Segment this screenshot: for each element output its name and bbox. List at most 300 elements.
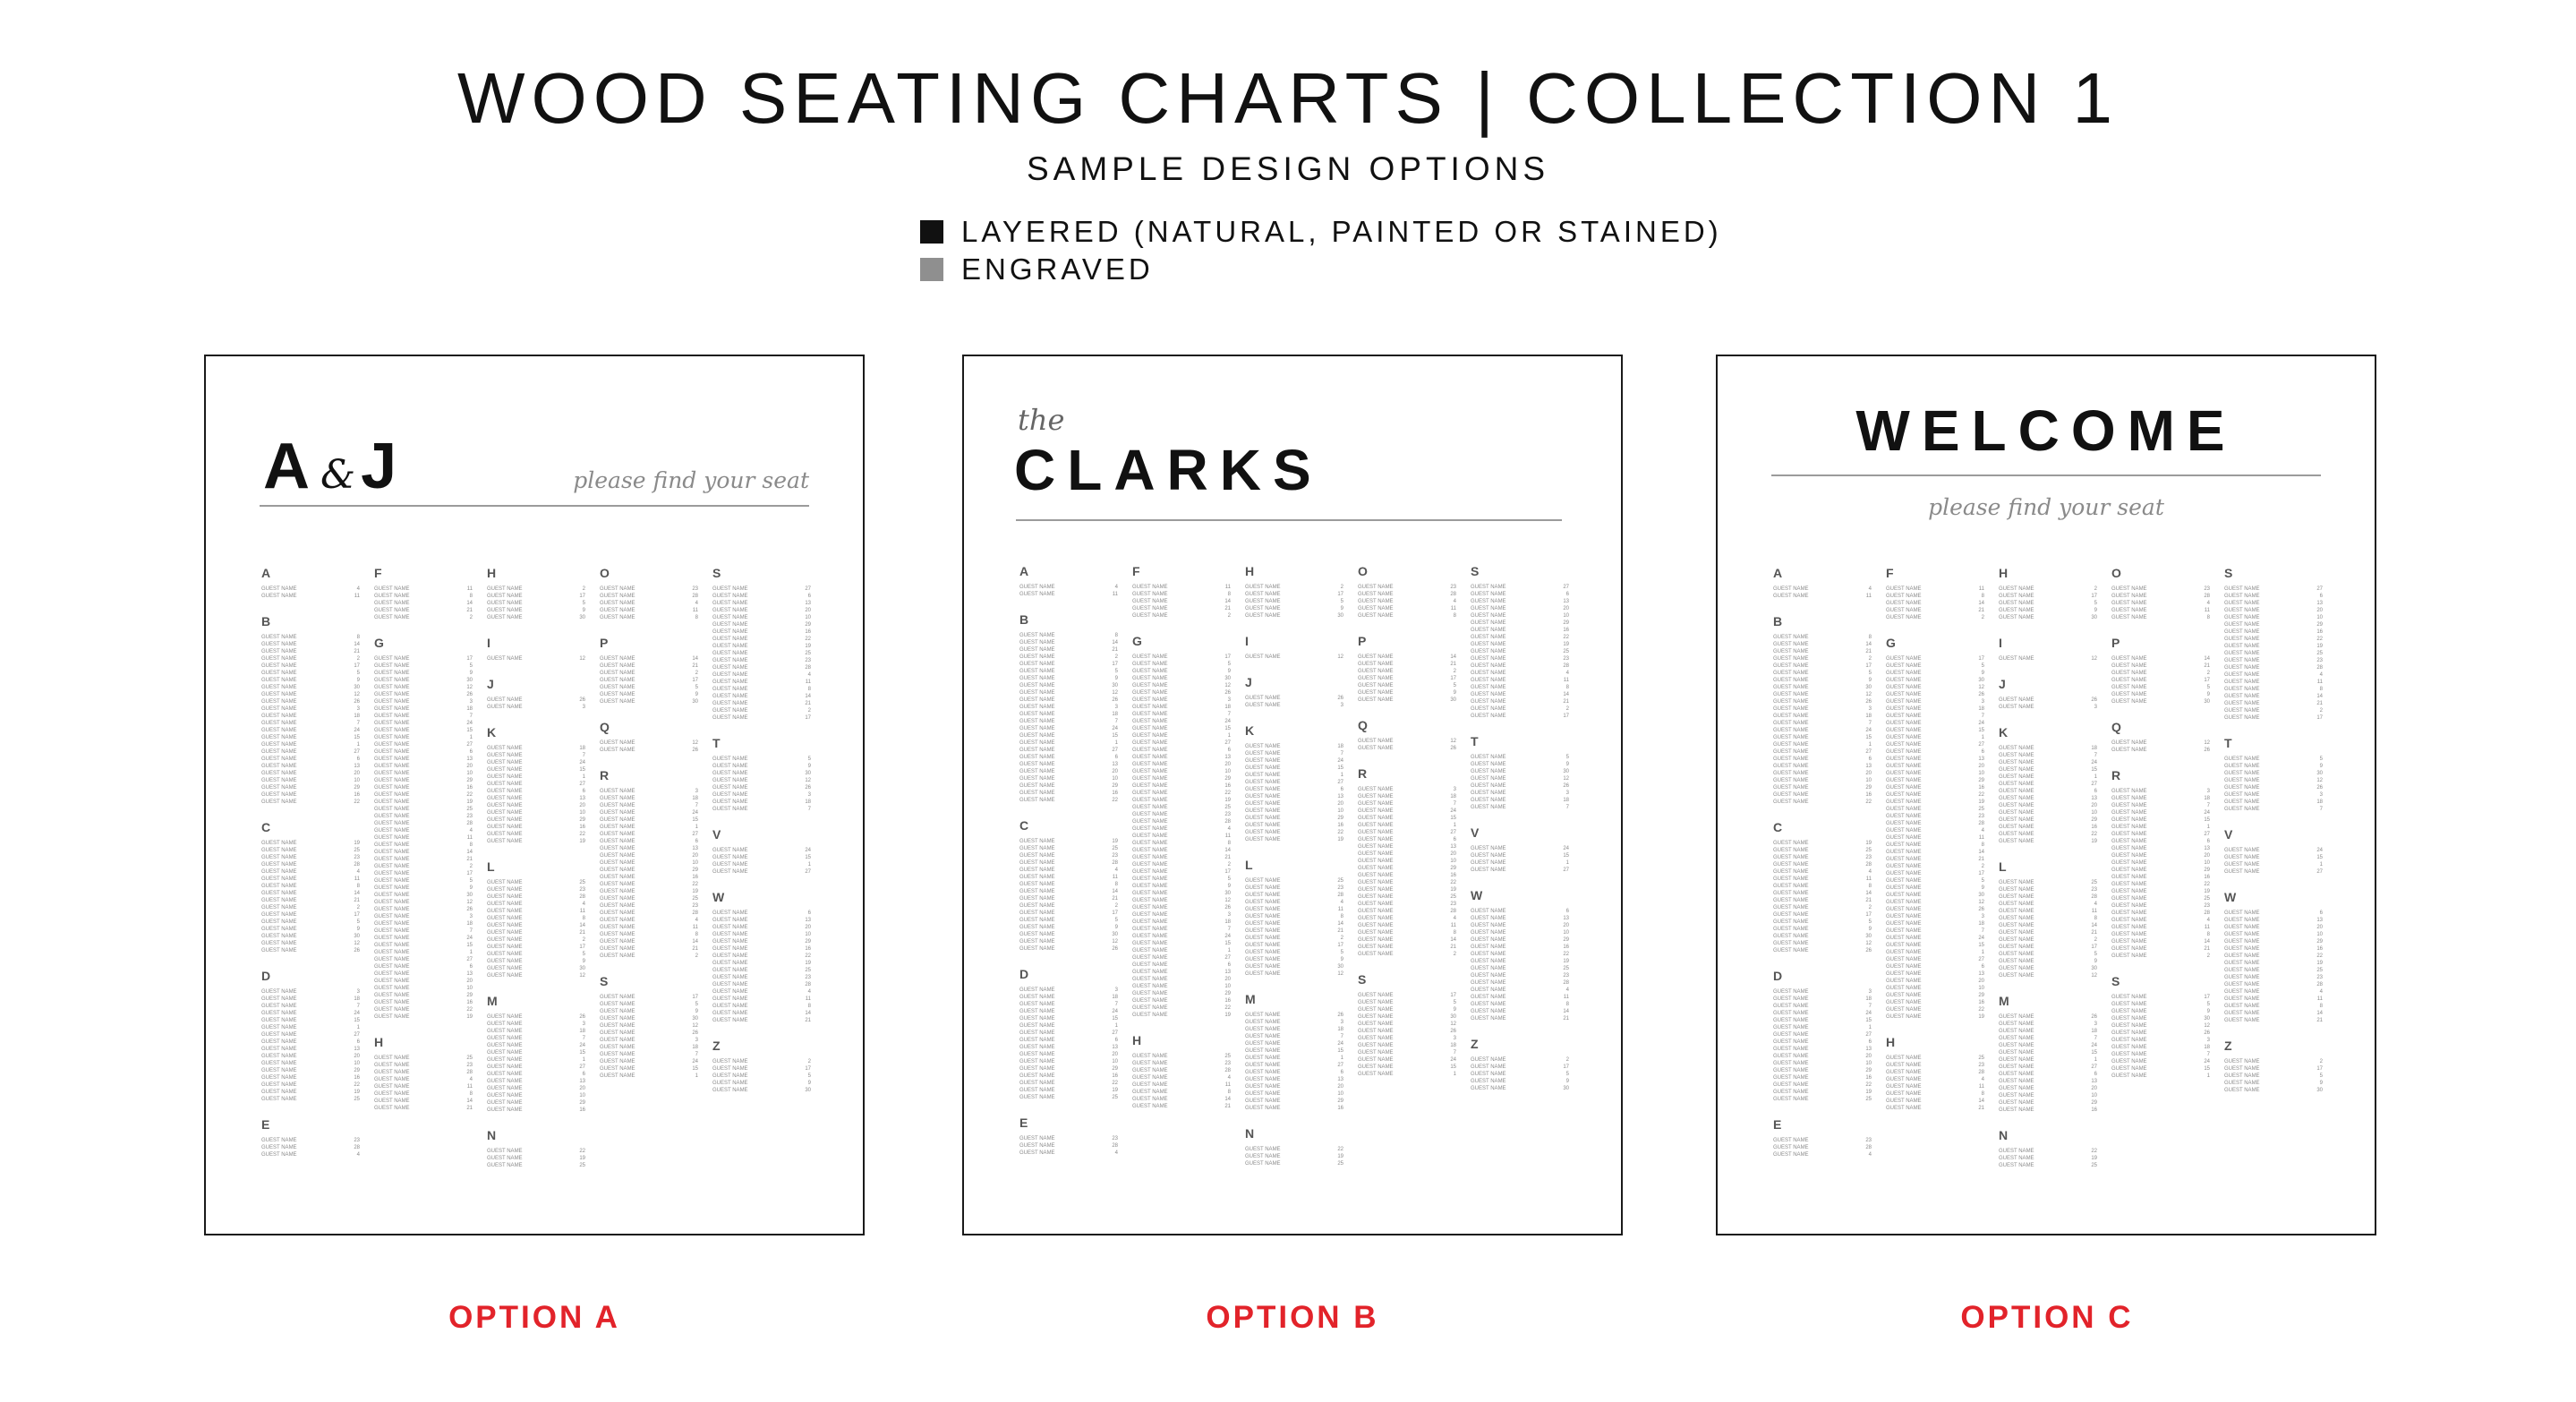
guest-entry — [1019, 711, 1118, 718]
table-number: 1 — [2094, 774, 2097, 780]
guest-name: GUEST NAME — [1999, 832, 2034, 837]
guest-entry — [1471, 852, 1569, 859]
table-number: 19 — [2204, 889, 2210, 894]
table-number: 2 — [1981, 615, 1984, 620]
table-number: 24 — [1450, 1057, 1456, 1063]
guest-entry — [1999, 745, 2097, 752]
guest-entry — [487, 1162, 585, 1169]
guest-entry — [261, 684, 360, 691]
guest-entry — [1358, 929, 1456, 936]
guest-entry — [374, 820, 473, 827]
table-number: 4 — [1340, 900, 1343, 905]
guest-name: GUEST NAME — [1358, 851, 1394, 857]
table-number: 12 — [354, 692, 360, 697]
table-number: 25 — [805, 651, 811, 656]
table-number: 22 — [1112, 1081, 1118, 1086]
guest-entry — [2224, 621, 2323, 628]
guest-name: GUEST NAME — [1773, 706, 1809, 712]
guest-entry — [487, 1092, 585, 1099]
guest-entry — [1245, 605, 1343, 612]
table-number: 16 — [2091, 825, 2097, 830]
table-number: 4 — [807, 989, 811, 995]
guest-name: GUEST NAME — [600, 601, 635, 606]
guest-name: GUEST NAME — [261, 876, 297, 882]
guest-name: GUEST NAME — [1132, 755, 1168, 760]
group-letter: Z — [2224, 1039, 2232, 1053]
table-number: 5 — [1114, 918, 1118, 923]
table-number: 16 — [1563, 945, 1569, 950]
table-number: 11 — [805, 996, 811, 1002]
guest-entry — [1019, 761, 1118, 768]
guest-name: GUEST NAME — [487, 839, 523, 844]
guest-name: GUEST NAME — [261, 934, 297, 939]
guest-name: GUEST NAME — [1471, 613, 1506, 619]
guest-entry — [2111, 677, 2210, 684]
table-number: 12 — [1450, 1022, 1456, 1027]
table-number: 7 — [1227, 927, 1231, 932]
guest-name: GUEST NAME — [600, 1038, 635, 1043]
guest-entry — [1886, 720, 1984, 727]
guest-name: GUEST NAME — [1358, 1050, 1394, 1056]
table-number: 21 — [1224, 1104, 1231, 1109]
guest-name: GUEST NAME — [1471, 585, 1506, 590]
table-number: 26 — [1450, 1029, 1456, 1034]
guest-entry — [261, 919, 360, 926]
table-number: 12 — [466, 900, 473, 905]
guest-entry — [1132, 947, 1231, 954]
guest-entry — [1132, 833, 1231, 840]
guest-name: GUEST NAME — [1999, 945, 2034, 950]
guest-entry — [600, 677, 698, 684]
guest-entry — [487, 944, 585, 951]
board-divider — [1016, 519, 1562, 521]
guest-name: GUEST NAME — [374, 943, 410, 948]
guest-name: GUEST NAME — [2224, 694, 2260, 699]
guest-name: GUEST NAME — [1245, 1161, 1281, 1167]
guest-entry — [712, 924, 811, 931]
table-number: 15 — [1978, 728, 1984, 733]
guest-entry — [374, 992, 473, 999]
table-number: 17 — [692, 678, 698, 683]
guest-entry — [1358, 836, 1456, 843]
guest-name: GUEST NAME — [1886, 663, 1922, 669]
table-number: 15 — [1112, 1016, 1118, 1022]
table-number: 19 — [805, 961, 811, 966]
guest-entry — [261, 911, 360, 919]
guest-name: GUEST NAME — [2224, 982, 2260, 987]
guest-name: GUEST NAME — [1358, 585, 1394, 590]
guest-entry — [1886, 920, 1984, 928]
guest-name: GUEST NAME — [600, 1066, 635, 1072]
group-letter: Q — [600, 720, 610, 734]
guest-entry — [2224, 756, 2323, 763]
guest-entry — [2111, 593, 2210, 600]
letter-group — [2111, 766, 2210, 960]
table-number: 29 — [1450, 866, 1456, 871]
guest-entry — [1471, 944, 1569, 951]
group-letter: A — [261, 566, 271, 580]
group-letter: K — [1999, 725, 2009, 739]
guest-name: GUEST NAME — [600, 946, 635, 952]
guest-entry — [1999, 1162, 2097, 1169]
guest-entry — [2224, 614, 2323, 621]
guest-name: GUEST NAME — [261, 989, 297, 995]
guest-entry — [1019, 881, 1118, 888]
table-number: 28 — [354, 1145, 360, 1150]
guest-entry — [712, 614, 811, 621]
guest-name: GUEST NAME — [600, 1023, 635, 1029]
guest-name: GUEST NAME — [1358, 880, 1394, 885]
table-number: 29 — [354, 785, 360, 791]
guest-name: GUEST NAME — [1773, 742, 1809, 748]
group-letter: F — [1132, 564, 1140, 578]
guest-name: GUEST NAME — [1358, 676, 1394, 681]
group-letter: I — [1245, 634, 1249, 648]
guest-name: GUEST NAME — [600, 882, 635, 887]
guest-entry — [2224, 1003, 2323, 1010]
guest-name: GUEST NAME — [712, 961, 748, 966]
guest-name: GUEST NAME — [712, 975, 748, 980]
guest-name: GUEST NAME — [2111, 1038, 2147, 1043]
guest-entry — [1358, 1021, 1456, 1028]
table-number: 20 — [1978, 979, 1984, 984]
guest-name: GUEST NAME — [1245, 878, 1281, 884]
group-letter: E — [1019, 1116, 1028, 1130]
table-number: 3 — [807, 792, 811, 798]
table-number: 3 — [469, 699, 473, 705]
guest-entry — [2111, 1044, 2210, 1051]
guest-name: GUEST NAME — [1999, 902, 2034, 907]
table-number: 6 — [1981, 964, 1984, 970]
guest-entry — [1019, 931, 1118, 938]
table-number: 5 — [1868, 919, 1872, 925]
guest-name: GUEST NAME — [487, 902, 523, 907]
guest-entry — [1471, 965, 1569, 972]
guest-name: GUEST NAME — [487, 952, 523, 957]
guest-entry — [1358, 822, 1456, 829]
table-number: 29 — [1978, 778, 1984, 783]
guest-name: GUEST NAME — [1245, 787, 1281, 792]
guest-name: GUEST NAME — [261, 714, 297, 719]
guest-name: GUEST NAME — [1245, 780, 1281, 785]
guest-entry — [374, 777, 473, 784]
guest-entry — [2224, 847, 2323, 854]
guest-entry — [1999, 831, 2097, 838]
table-number: 4 — [1453, 916, 1456, 921]
guest-entry — [1886, 913, 1984, 920]
guest-name: GUEST NAME — [487, 1014, 523, 1020]
guest-entry — [1245, 757, 1343, 765]
guest-name: GUEST NAME — [1245, 893, 1281, 898]
guest-name: GUEST NAME — [1773, 1054, 1809, 1059]
guest-name: GUEST NAME — [1773, 884, 1809, 889]
guest-entry — [261, 1031, 360, 1039]
table-number: 13 — [805, 918, 811, 923]
guest-name: GUEST NAME — [2224, 869, 2260, 875]
guest-entry — [261, 1096, 360, 1103]
guest-entry — [1019, 945, 1118, 953]
guest-entry — [1358, 901, 1456, 908]
table-number: 29 — [1224, 991, 1231, 996]
table-number: 13 — [805, 601, 811, 606]
table-number: 16 — [1224, 783, 1231, 789]
guest-name: GUEST NAME — [1019, 853, 1055, 859]
guest-name: GUEST NAME — [261, 1082, 297, 1088]
guest-name: GUEST NAME — [600, 1059, 635, 1064]
guest-name: GUEST NAME — [600, 796, 635, 801]
guest-entry — [1886, 734, 1984, 741]
guest-entry — [1773, 940, 1872, 947]
guest-entry — [1999, 901, 2097, 908]
table-number: 17 — [1978, 871, 1984, 876]
table-number: 11 — [2316, 996, 2323, 1002]
guest-entry — [261, 904, 360, 911]
guest-entry — [374, 885, 473, 892]
table-number: 14 — [579, 923, 585, 928]
guest-entry — [1999, 936, 2097, 944]
guest-name: GUEST NAME — [487, 1086, 523, 1091]
group-letter: E — [261, 1117, 270, 1132]
guest-name: GUEST NAME — [1245, 1099, 1281, 1104]
letter-group — [1358, 716, 1456, 752]
guest-name: GUEST NAME — [2111, 825, 2147, 830]
guest-name: GUEST NAME — [1019, 1059, 1055, 1064]
table-number: 7 — [1340, 751, 1343, 757]
guest-entry — [2111, 953, 2210, 960]
guest-entry — [374, 834, 473, 842]
guest-entry — [1358, 800, 1456, 808]
guest-entry — [712, 1058, 811, 1065]
table-number: 5 — [356, 671, 360, 676]
guest-entry — [1019, 675, 1118, 682]
guest-name: GUEST NAME — [1245, 794, 1281, 799]
guest-name: GUEST NAME — [712, 848, 748, 853]
table-number: 23 — [1112, 853, 1118, 859]
guest-entry — [1358, 738, 1456, 745]
guest-entry — [1245, 1160, 1343, 1167]
guest-entry — [1019, 768, 1118, 775]
table-number: 5 — [2206, 685, 2210, 690]
guest-entry — [374, 870, 473, 877]
table-number: 13 — [1563, 916, 1569, 921]
table-number: 18 — [1224, 705, 1231, 710]
table-number: 16 — [579, 1107, 585, 1113]
guest-entry — [1886, 1055, 1984, 1062]
guest-name: GUEST NAME — [2111, 860, 2147, 866]
table-number: 10 — [1978, 986, 1984, 991]
guest-name: GUEST NAME — [1999, 1163, 2034, 1168]
table-number: 5 — [1565, 1072, 1569, 1077]
guest-name: GUEST NAME — [600, 918, 635, 923]
guest-name: GUEST NAME — [1019, 1009, 1055, 1014]
table-number: 28 — [1563, 980, 1569, 986]
guest-entry — [1019, 1080, 1118, 1087]
table-number: 24 — [1224, 934, 1231, 939]
table-number: 14 — [2316, 694, 2323, 699]
guest-name: GUEST NAME — [2224, 946, 2260, 952]
guest-entry — [1999, 704, 2097, 711]
guest-entry — [1999, 655, 2097, 663]
table-number: 30 — [2091, 615, 2097, 620]
guest-entry — [712, 953, 811, 960]
guest-column — [1471, 562, 1569, 1216]
guest-entry — [1773, 854, 1872, 861]
guest-name: GUEST NAME — [1019, 783, 1055, 789]
guest-name: GUEST NAME — [712, 1073, 748, 1079]
table-number: 10 — [1224, 769, 1231, 774]
table-number: 19 — [1450, 887, 1456, 893]
guest-entry — [374, 1069, 473, 1076]
guest-entry — [2224, 671, 2323, 679]
guest-entry — [1132, 940, 1231, 947]
guest-entry — [1999, 816, 2097, 824]
guest-entry — [1471, 754, 1569, 761]
letter-group — [487, 992, 585, 1114]
guest-name: GUEST NAME — [1886, 1091, 1922, 1097]
table-number: 11 — [1865, 594, 1872, 599]
guest-name: GUEST NAME — [1999, 697, 2034, 703]
guest-entry — [1886, 713, 1984, 720]
table-number: 10 — [1112, 776, 1118, 782]
table-number: 18 — [1865, 996, 1872, 1002]
guest-entry — [487, 1056, 585, 1064]
letter-group — [1471, 824, 1569, 874]
guest-name: GUEST NAME — [1132, 1075, 1168, 1081]
guest-entry — [2111, 902, 2210, 910]
table-number: 22 — [2316, 953, 2323, 959]
table-number: 11 — [1563, 678, 1569, 683]
table-number: 17 — [1112, 662, 1118, 667]
guest-name: GUEST NAME — [1886, 986, 1922, 991]
guest-entry — [1019, 1073, 1118, 1080]
group-letter: H — [1132, 1033, 1142, 1047]
table-number: 13 — [466, 757, 473, 762]
table-number: 28 — [692, 594, 698, 599]
table-number: 13 — [692, 846, 698, 851]
guest-name: GUEST NAME — [1886, 936, 1922, 941]
table-number: 30 — [1112, 932, 1118, 937]
guest-entry — [712, 636, 811, 643]
letter-group — [1471, 732, 1569, 811]
table-number: 23 — [1224, 812, 1231, 817]
guest-entry — [1886, 741, 1984, 748]
guest-name: GUEST NAME — [2111, 832, 2147, 837]
table-number: 7 — [2206, 803, 2210, 808]
guest-name: GUEST NAME — [374, 1014, 410, 1020]
table-number: 28 — [1865, 862, 1872, 868]
guest-name: GUEST NAME — [374, 685, 410, 690]
guest-entry — [1773, 655, 1872, 663]
table-number: 4 — [1114, 1150, 1118, 1156]
guest-name: GUEST NAME — [1471, 805, 1506, 810]
guest-name: GUEST NAME — [374, 986, 410, 991]
guest-entry — [600, 691, 698, 698]
table-number: 3 — [1453, 787, 1456, 792]
guest-name: GUEST NAME — [2224, 989, 2260, 995]
table-number: 8 — [1227, 592, 1231, 597]
table-number: 13 — [2091, 796, 2097, 801]
table-number: 4 — [1565, 987, 1569, 993]
guest-entry — [712, 1003, 811, 1010]
guest-name: GUEST NAME — [1471, 923, 1506, 928]
guest-entry — [1886, 842, 1984, 849]
guest-entry — [1471, 768, 1569, 775]
table-number: 23 — [354, 1138, 360, 1143]
guest-entry — [487, 908, 585, 915]
guest-entry — [600, 902, 698, 910]
table-number: 20 — [805, 925, 811, 930]
table-number: 23 — [2204, 903, 2210, 909]
table-number: 5 — [2206, 1002, 2210, 1007]
guest-entry — [2111, 888, 2210, 895]
guest-name: GUEST NAME — [1132, 599, 1168, 604]
guest-entry — [374, 813, 473, 820]
table-number: 16 — [466, 785, 473, 791]
table-number: 24 — [466, 721, 473, 726]
guest-entry — [712, 931, 811, 938]
letter-group — [2111, 634, 2210, 705]
table-number: 26 — [1865, 948, 1872, 953]
table-number: 7 — [469, 928, 473, 934]
guest-name: GUEST NAME — [1358, 859, 1394, 864]
guest-entry — [1132, 768, 1231, 775]
table-number: 17 — [466, 656, 473, 662]
guest-entry — [600, 945, 698, 953]
table-number: 6 — [695, 839, 698, 844]
guest-name: GUEST NAME — [1358, 909, 1394, 914]
guest-name: GUEST NAME — [600, 608, 635, 613]
guest-name: GUEST NAME — [1019, 860, 1055, 866]
guest-name: GUEST NAME — [1019, 932, 1055, 937]
guest-name: GUEST NAME — [1999, 1064, 2034, 1070]
table-number: 29 — [805, 622, 811, 628]
guest-name: GUEST NAME — [1132, 905, 1168, 910]
guest-name: GUEST NAME — [2111, 663, 2147, 669]
guest-name: GUEST NAME — [2224, 672, 2260, 678]
table-number: 14 — [805, 1011, 811, 1016]
guest-name: GUEST NAME — [1886, 900, 1922, 905]
guest-name: GUEST NAME — [1245, 1063, 1281, 1068]
guest-name: GUEST NAME — [712, 1004, 748, 1009]
letter-group — [1132, 1031, 1231, 1110]
table-number: 8 — [1981, 594, 1984, 599]
group-letter: C — [1773, 820, 1783, 834]
guest-name: GUEST NAME — [1245, 928, 1281, 934]
table-number: 17 — [1450, 993, 1456, 998]
guest-entry — [1132, 612, 1231, 620]
table-number: 21 — [1450, 662, 1456, 667]
table-number: 14 — [1337, 921, 1343, 927]
guest-name: GUEST NAME — [1245, 1041, 1281, 1047]
guest-name: GUEST NAME — [1132, 912, 1168, 918]
guest-name: GUEST NAME — [1019, 791, 1055, 796]
letter-group — [2111, 972, 2210, 1080]
guest-column — [2224, 564, 2323, 1218]
guest-name: GUEST NAME — [1999, 880, 2034, 885]
guest-name: GUEST NAME — [261, 1090, 297, 1095]
guest-name: GUEST NAME — [712, 644, 748, 649]
guest-name: GUEST NAME — [1886, 871, 1922, 876]
table-number: 15 — [466, 943, 473, 948]
guest-name: GUEST NAME — [1471, 973, 1506, 979]
table-number: 15 — [1865, 1018, 1872, 1023]
guest-name: GUEST NAME — [1471, 1057, 1506, 1063]
guest-name: GUEST NAME — [2224, 629, 2260, 635]
guest-entry — [2224, 714, 2323, 722]
guest-entry — [2224, 1058, 2323, 1065]
guest-name: GUEST NAME — [1886, 792, 1922, 798]
table-number: 14 — [1112, 640, 1118, 645]
